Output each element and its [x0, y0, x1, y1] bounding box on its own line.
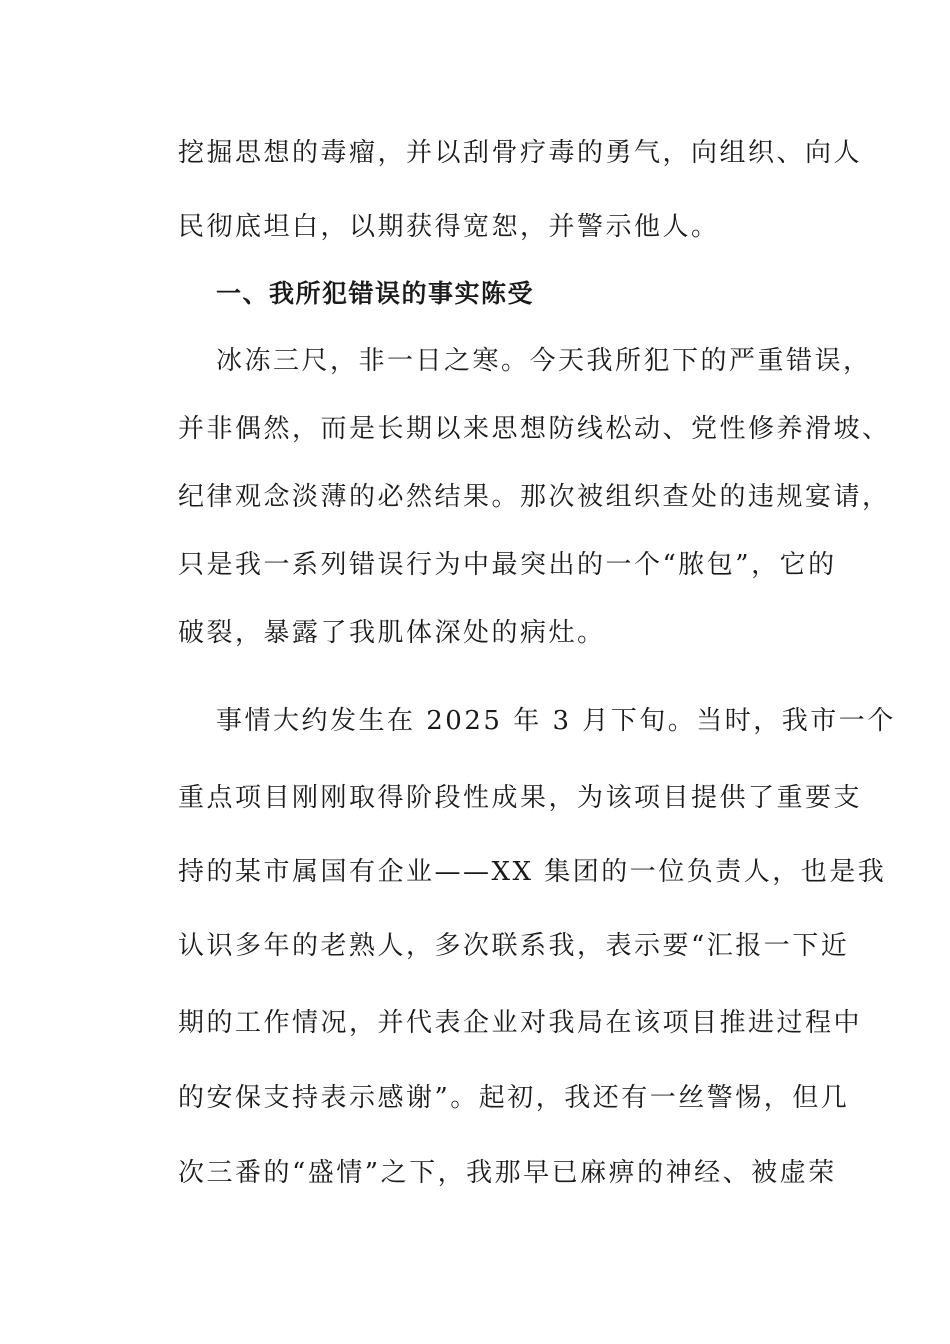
- text-line: 挖掘思想的毒瘤，并以刮骨疗毒的勇气，向组织、向人: [178, 138, 863, 168]
- paragraph-first-line: 事情大约发生在 2025 年 3 月下旬。当时，我市一个: [216, 706, 896, 736]
- text-line: 期的工作情况，并代表企业对我局在该项目推进过程中: [178, 1008, 863, 1038]
- text-line: 民彻底坦白，以期获得宽恕，并警示他人。: [178, 212, 720, 242]
- text-line: 破裂，暴露了我肌体深处的病灶。: [178, 618, 606, 648]
- text-line: 的安保支持表示感谢”。起初，我还有一丝警惕，但几: [178, 1083, 850, 1113]
- text-line: 次三番的“盛情”之下，我那早已麻痹的神经、被虚荣: [178, 1158, 837, 1188]
- text-line: 认识多年的老熟人，多次联系我，表示要“汇报一下近: [178, 931, 850, 961]
- text-line: 并非偶然，而是长期以来思想防线松动、党性修养滑坡、: [178, 414, 891, 444]
- section-heading: 一、我所犯错误的事实陈受: [216, 279, 535, 308]
- paragraph-first-line: 冰冻三尺，非一日之寒。今天我所犯下的严重错误，: [216, 346, 872, 376]
- text-line: 只是我一系列错误行为中最突出的一个“脓包”，它的: [178, 550, 837, 580]
- text-line: 纪律观念淡薄的必然结果。那次被组织查处的违规宴请，: [178, 482, 891, 512]
- text-line: 重点项目刚刚取得阶段性成果，为该项目提供了重要支: [178, 783, 863, 813]
- text-line: 持的某市属国有企业——XX 集团的一位负责人，也是我: [178, 857, 887, 887]
